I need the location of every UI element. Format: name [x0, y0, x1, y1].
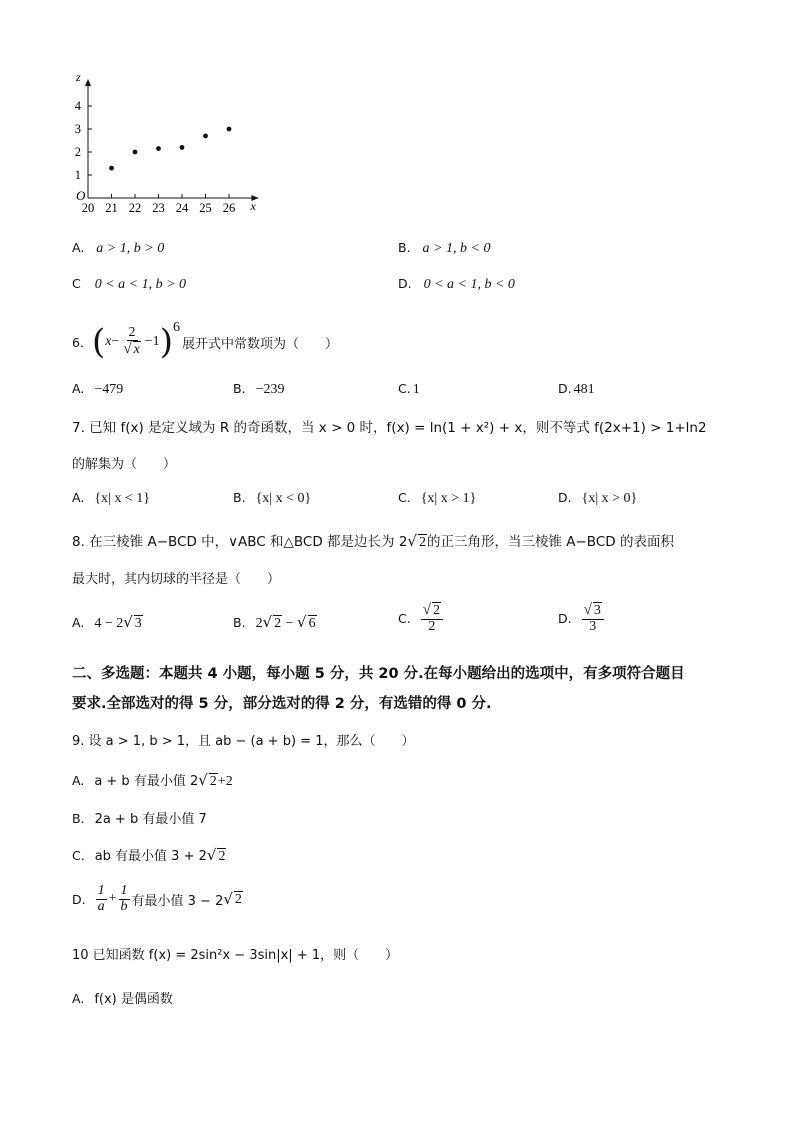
- section2-heading-line1: 二、多选题：本题共 4 小题，每小题 5 分，共 20 分.在每小题给出的选项中，有多项符合题目: [72, 666, 685, 682]
- data-point: [133, 150, 138, 155]
- scatter-plot-svg: [60, 68, 280, 218]
- q5-option-b[interactable]: B. a > 1, b < 0: [398, 240, 491, 256]
- y-axis-arrow: [85, 79, 91, 86]
- origin-label: O: [76, 188, 86, 203]
- scatter-plot: [60, 68, 280, 218]
- q9-stem: 9. 设 a > 1, b > 1，且 ab − (a + b) = 1，那么（ ）: [72, 734, 415, 749]
- q7-stem-line1: 7. 已知 f(x) 是定义域为 R 的奇函数，当 x > 0 时，f(x) = ln(1 + x²) + x，则不等式 f(2x+1) > 1+ln2: [72, 420, 707, 436]
- q7-stem-line2: 的解集为（ ）: [72, 457, 177, 472]
- q8-option-c[interactable]: C. $\frac{√ 2}{2}$: [398, 602, 445, 634]
- q6-option-c[interactable]: C. 1: [398, 381, 420, 397]
- q8-option-a[interactable]: A. 4 − 2√ 3: [72, 613, 142, 631]
- q7-option-c[interactable]: C. {x| x > 1}: [398, 490, 477, 506]
- q6-option-d[interactable]: D. 481: [558, 381, 595, 397]
- y-axis-label: z: [76, 70, 81, 84]
- data-point: [227, 127, 232, 132]
- x-tick-label: 21: [105, 201, 118, 215]
- x-tick-label: 24: [175, 201, 189, 215]
- q6-stem: 6. ( x − $\frac{2}{√ x}$ −1 ) 6 展开式中常数项为（ ）: [72, 320, 338, 362]
- x-tick-label: 23: [152, 201, 165, 215]
- q8-option-d[interactable]: D. $\frac{√ 3}{3}$: [558, 602, 606, 634]
- q5-option-a[interactable]: A. a > 1, b > 0: [72, 240, 165, 256]
- q5-option-c[interactable]: C 0 < a < 1, b > 0: [72, 276, 187, 292]
- q7-option-a[interactable]: A. {x| x < 1}: [72, 490, 150, 506]
- data-point: [180, 145, 185, 150]
- q9-option-b[interactable]: B. 2a + b 有最小值 7: [72, 811, 207, 827]
- y-tick-label: 3: [74, 122, 81, 136]
- y-tick-label: 2: [74, 145, 81, 159]
- q7-option-d[interactable]: D. {x| x > 0}: [558, 490, 638, 506]
- q8-stem-line1: 8. 在三棱锥 A−BCD 中，∨ABC 和△BCD 都是边长为 2√ 2的正三角形，当三棱锥 A−BCD 的表面积: [72, 532, 674, 550]
- x-tick-label: 20: [81, 201, 95, 215]
- x-tick-label: 22: [128, 201, 142, 215]
- data-point: [156, 146, 161, 151]
- q9-option-d[interactable]: D. $\frac{1}{a}$ + $\frac{1}{b}$ 有最小值 3 − 2 √ 2: [72, 883, 242, 914]
- y-tick-label: 4: [74, 99, 81, 113]
- q8-stem-line2: 最大时，其内切球的半径是（ ）: [72, 572, 281, 587]
- x-tick-label: 25: [199, 201, 212, 215]
- q8-option-b[interactable]: B. 2√ 2 − √ 6: [233, 613, 316, 631]
- q10-option-a[interactable]: A. f(x) 是偶函数: [72, 991, 173, 1007]
- x-axis-label: x: [250, 199, 256, 213]
- data-point: [203, 134, 208, 139]
- q7-option-b[interactable]: B. {x| x < 0}: [233, 490, 312, 506]
- q6-option-a[interactable]: A. −479: [72, 381, 124, 397]
- x-tick-label: 26: [222, 201, 236, 215]
- q9-option-a[interactable]: A. a + b 有最小值 2√ 2+2: [72, 771, 233, 789]
- section2-heading-line2: 要求.全部选对的得 5 分，部分选对的得 2 分，有选错的得 0 分.: [72, 696, 492, 712]
- q9-option-c[interactable]: C. ab 有最小值 3 + 2√ 2: [72, 846, 226, 864]
- y-tick-label: 1: [74, 168, 81, 182]
- q10-stem: 10 已知函数 f(x) = 2sin²x − 3sin|x| + 1，则（ ）: [72, 948, 399, 963]
- q5-option-d[interactable]: D. 0 < a < 1, b < 0: [398, 276, 515, 292]
- data-point: [109, 166, 114, 171]
- q6-option-b[interactable]: B. −239: [233, 381, 285, 397]
- q6-fraction: $\frac{2}{√ x}$: [123, 324, 140, 358]
